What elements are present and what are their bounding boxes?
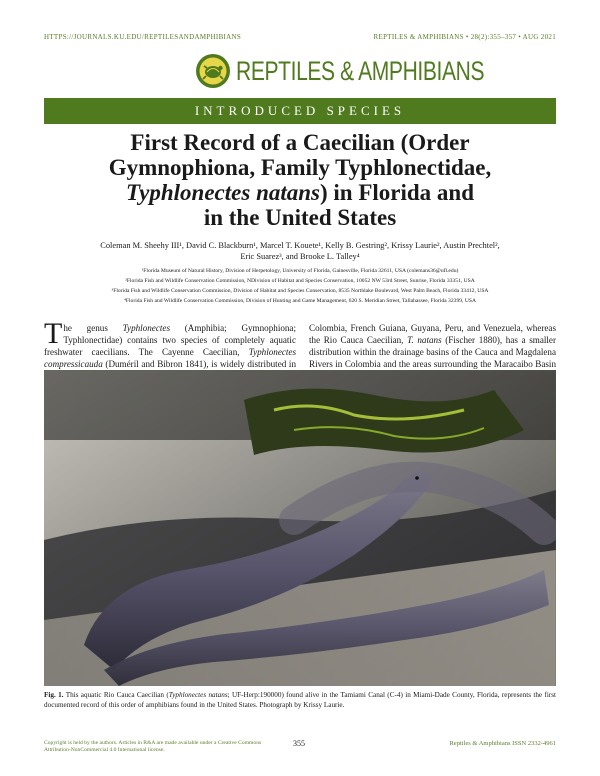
- caption-text: This aquatic Rio Cauca Caecilian (: [63, 691, 169, 699]
- genus-name: Typhlonectes: [122, 323, 170, 333]
- turtle-logo-icon: [195, 53, 231, 89]
- title-line: Gymnophiona, Family Typhlonectidae,: [108, 155, 492, 180]
- title-line-rest: ) in Florida and: [320, 180, 475, 205]
- section-banner: INTRODUCED SPECIES: [44, 98, 556, 124]
- issue-citation: REPTILES & AMPHIBIANS • 28(2):355–357 • AUG 2021: [373, 33, 556, 41]
- running-header: [44, 33, 556, 45]
- caption-species: Typhlonectes natans: [168, 691, 228, 699]
- affiliations: [50, 266, 550, 306]
- affiliation: ²Florida Fish and Wildlife Conservation Commission, NDivision of Habitat and Species Conservation, 10052 NW 53rd Street, Sunrise, Florida 33351, USA: [125, 278, 475, 284]
- journal-name: REPTILES & AMPHIBIANS: [236, 56, 485, 86]
- figure-caption: [44, 690, 556, 710]
- title-species: Typhlonectes natans: [125, 180, 320, 205]
- title-line: First Record of a Caecilian (Order: [130, 130, 470, 155]
- body-text: (Duméril and Bibron 1841), is widely distributed in: [105, 359, 296, 370]
- caecilian-photograph: [44, 370, 556, 686]
- drop-cap: T: [44, 317, 63, 350]
- species-name: Typhlonectes compressicauda: [44, 347, 296, 370]
- page-footer: [44, 740, 556, 760]
- title-line: in the United States: [203, 205, 397, 230]
- body-text: Colombia, French Guiana, Guyana, Peru, and Venezuela, whereas the Rio Cauca Caecilian,: [309, 323, 556, 346]
- species-name: T. natans: [407, 335, 442, 346]
- body-text: he genus: [63, 323, 123, 333]
- license-note: Copyright is held by the authors. Articles in R&A are made available under a Creative Commons Attribution-NonCommercial 4.0 International license.: [44, 740, 262, 753]
- body-text: (Fischer 1880), has a smaller distribution within the drainage basins of the Cauca and Magdalena Rivers in Colombia and the areas surrounding the Maracaibo Basin: [309, 335, 556, 370]
- affiliation: ³Florida Fish and Wildlife Conservation Commission, Division of Habitat and Species Conservation, 8535 Northlake Boulevard, West Palm Beach, Florida 33412, USA: [111, 288, 489, 294]
- article-title: [60, 130, 540, 230]
- affiliation: ¹Florida Museum of Natural History, Division of Herpetology, University of Florida, Gainesville, Florida 32611, USA (colemans36@ufl.edu): [141, 268, 459, 274]
- page-number: 355: [293, 739, 305, 748]
- author-line: Coleman M. Sheehy III¹, David C. Blackburn¹, Marcel T. Kouete¹, Kelly B. Gestring², Krissy Laurie², Austin Prechtel²,: [100, 241, 500, 250]
- issn-note: Reptiles & Amphibians ISSN 2332-4961: [449, 740, 556, 747]
- author-list: [60, 240, 540, 262]
- journal-url-link[interactable]: HTTPS://JOURNALS.KU.EDU/REPTILESANDAMPHIBIANS: [44, 33, 242, 41]
- masthead: [0, 52, 600, 92]
- title-line: [60, 180, 540, 205]
- body-text: (Amphibia; Gymnophiona; Typhlonectidae) contains two species of completely aquatic freshwater caecilians. The Cayenne Caecilian,: [44, 323, 296, 358]
- author-line: Eric Suarez³, and Brooke L. Talley⁴: [240, 252, 360, 261]
- affiliation: ⁴Florida Fish and Wildlife Conservation Commission, Division of Hunting and Game Management, 620 S. Meridian Street, Tallahassee, Florida 32399, USA: [123, 298, 477, 304]
- figure-label: Fig. 1.: [44, 691, 64, 699]
- caption-text: ; UF-Herp:190000) found alive in the Tamiami Canal (C-4) in Miami-Dade County, Florida, represents the first documented record of this order of amphibians found in the United States. Photograph by Krissy Laurie.: [44, 691, 557, 709]
